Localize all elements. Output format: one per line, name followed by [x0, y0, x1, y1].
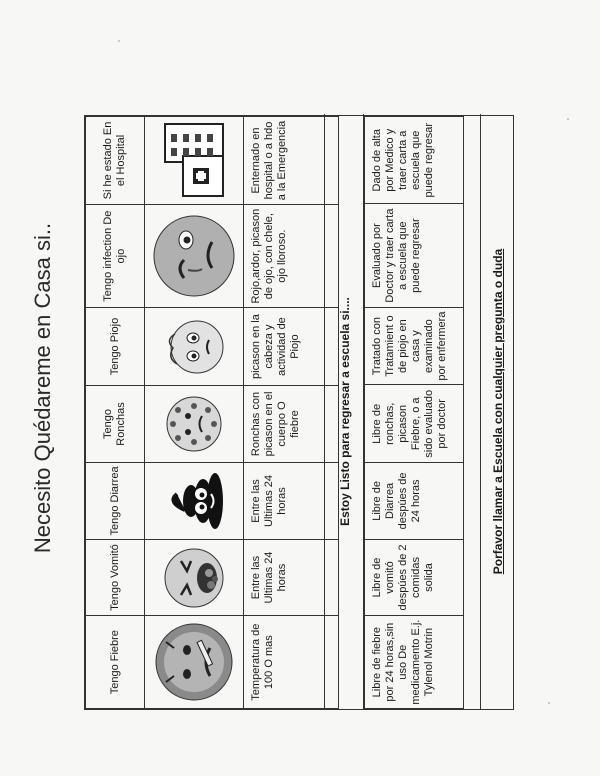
icon-row [145, 117, 244, 709]
page-title: Necesito Quédareme en Casa si.. [30, 222, 55, 554]
return-diarrhea: Libre de Diarrea despúes de 24 horas [365, 463, 464, 540]
return-vomit: Libre de vomitó despúes de 2 comidas solida [365, 539, 464, 616]
fever-face-icon [154, 622, 234, 702]
symptom-table [84, 115, 514, 710]
poop-icon [163, 470, 225, 532]
header-row [86, 117, 145, 709]
rash-face-icon [164, 394, 224, 454]
header-lice: Tengo Piojo [86, 308, 145, 386]
eye-infection-face-icon [152, 214, 236, 298]
footer-note: Porfavor llamar a Escuela con cualquier pregunta o duda [480, 114, 515, 709]
hospital-cell [145, 117, 244, 205]
stay-eye: Rojo,ardor, picason de ojo, con chele, ojo lloroso. [244, 204, 339, 307]
return-grid [364, 116, 464, 709]
vomiting-face-icon [163, 547, 225, 609]
stay-diarrhea: Entre las Ultimas 24 horas [244, 463, 339, 540]
return-row [365, 117, 464, 709]
header-hospital: Si he estado En el Hospital [86, 117, 145, 205]
return-hospital: Dado de alta por Medico y traer carta a escuela que puede regresar [365, 117, 464, 204]
header-fever: Tengo Fiebre [86, 616, 145, 709]
diarrhea-cell [145, 463, 244, 540]
fever-cell [145, 616, 244, 709]
stay-hospital: Enternado en hospital o a hdo a la Emergencia [244, 117, 339, 205]
stay-fever: Temperatura de 100 O mas [244, 616, 339, 709]
rash-cell [145, 385, 244, 462]
header-vomit: Tengo Vomitó [86, 539, 145, 616]
return-fever: Libre de fiebre por 24 horas,sin uso De medicamento E.j. Tylenol Motrin [365, 616, 464, 709]
return-eye: Evaluado por Doctor y traer carta a escuela que puede regresar [365, 204, 464, 307]
stay-rash: Ronchas con picason en el cuerpo O fiebre [244, 385, 339, 462]
return-lice: Tratado con Tratamient o de piojo en casa y examinado por enfermera [365, 307, 464, 385]
header-diarrhea: Tengo Diarrea [86, 463, 145, 540]
lice-face-icon [163, 316, 225, 378]
header-rash: Tengo Ronchas [86, 385, 145, 462]
lice-cell [145, 308, 244, 386]
stay-lice: picason en la cabeza y actividad de Piojo [244, 308, 339, 386]
ready-to-return-label: Estoy Listo para regresar a escuela si.... [324, 114, 364, 709]
stay-vomit: Entre las Ultimas 24 horas [244, 539, 339, 616]
hospital-icon [161, 121, 227, 201]
eye-cell [145, 204, 244, 307]
return-rash: Libre de ronchas, picason Fiebre, o a sido evaluado por doctor [365, 385, 464, 463]
vomit-cell [145, 539, 244, 616]
stay-home-grid [85, 116, 339, 709]
header-eye: Tengo infection De ojo [86, 204, 145, 307]
